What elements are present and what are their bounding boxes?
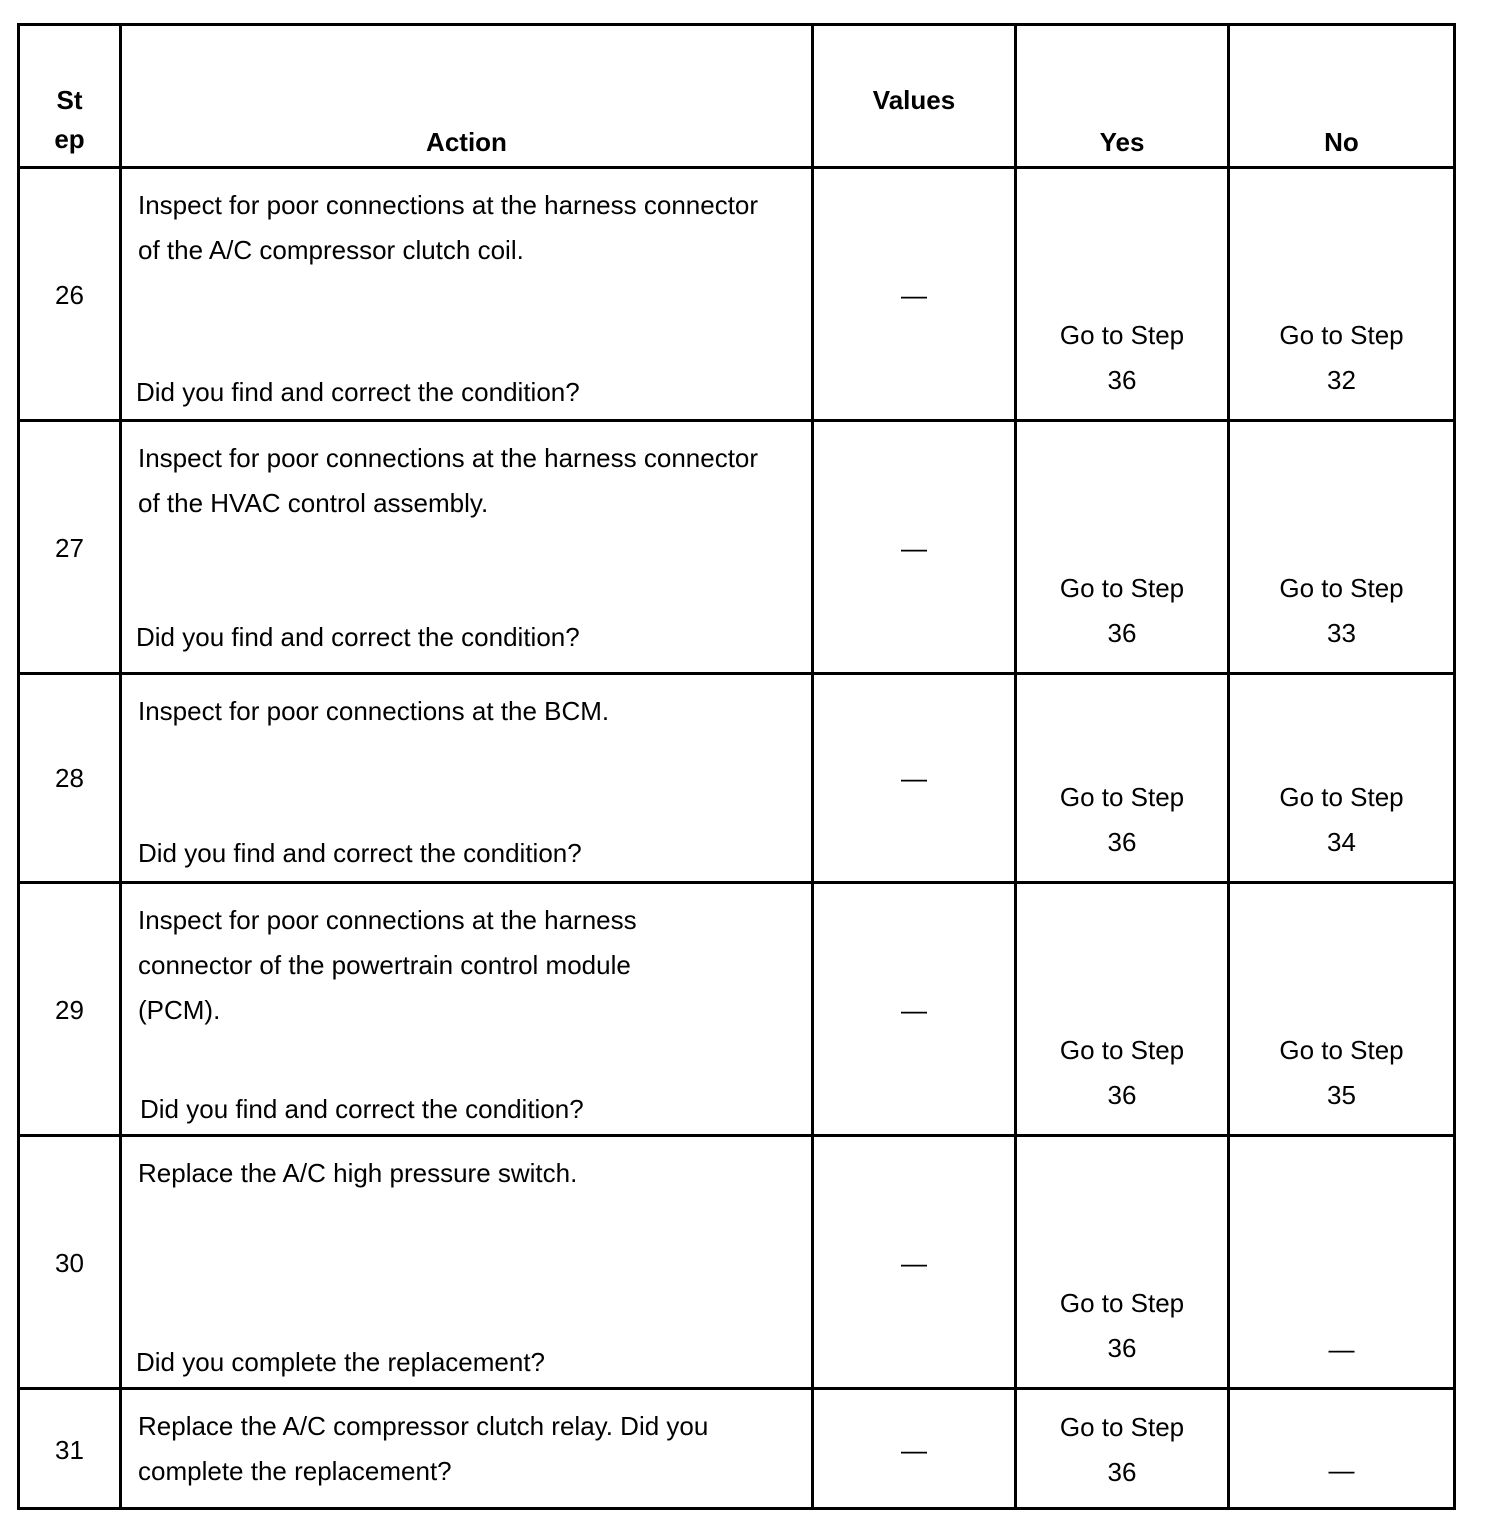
yes-goto-label: Go to Step (1059, 1412, 1185, 1442)
yes-cell (1016, 1136, 1229, 1389)
action-text: Inspect for poor connections at the BCM. (138, 696, 610, 726)
values-cell (813, 1136, 1016, 1389)
values-text: — (901, 1248, 927, 1278)
step-cell (19, 421, 121, 674)
table-row (19, 168, 1455, 421)
yes-goto-label: Go to Step (1059, 1288, 1185, 1318)
action-question: Did you complete the replacement? (136, 1347, 546, 1377)
step-number: 28 (55, 763, 84, 793)
action-text: Inspect for poor connections at the harness connector of the powertrain control module (PCM). (138, 905, 637, 1025)
yes-goto-step: 36 (1107, 827, 1137, 857)
header-yes (1016, 25, 1229, 168)
action-cell (121, 1389, 813, 1509)
header-step-line1: St (56, 85, 83, 115)
yes-goto-step: 36 (1107, 1457, 1137, 1487)
no-value: — (1328, 1455, 1355, 1485)
table-header-row (19, 25, 1455, 168)
yes-cell (1016, 168, 1229, 421)
action-cell (121, 883, 813, 1136)
values-text: — (901, 1435, 927, 1465)
header-no (1229, 25, 1455, 168)
step-cell (19, 1389, 121, 1509)
yes-cell (1016, 674, 1229, 883)
yes-goto-label: Go to Step (1059, 573, 1185, 603)
action-question: Did you find and correct the condition? (140, 1094, 584, 1124)
yes-cell (1016, 421, 1229, 674)
no-goto-label: Go to Step (1279, 573, 1404, 603)
no-cell (1229, 674, 1455, 883)
no-cell (1229, 883, 1455, 1136)
values-text: — (901, 995, 927, 1025)
no-cell (1229, 168, 1455, 421)
table-row (19, 1136, 1455, 1389)
table-row (19, 883, 1455, 1136)
header-step (19, 25, 121, 168)
step-number: 29 (55, 995, 84, 1025)
action-question: Did you find and correct the condition? (136, 622, 580, 652)
action-text: Inspect for poor connections at the harness connector of the A/C compressor clutch coil. (138, 190, 759, 265)
values-text: — (901, 280, 927, 310)
yes-goto-step: 36 (1107, 618, 1137, 648)
action-text: Replace the A/C high pressure switch. (138, 1158, 578, 1188)
no-value: — (1328, 1334, 1355, 1364)
step-number: 31 (55, 1435, 84, 1465)
values-cell (813, 674, 1016, 883)
yes-goto-label: Go to Step (1059, 320, 1185, 350)
yes-cell (1016, 1389, 1229, 1509)
header-values-label: Values (872, 85, 956, 115)
action-cell (121, 674, 813, 883)
action-cell (121, 1136, 813, 1389)
action-text: Replace the A/C compressor clutch relay. Did you complete the replacement? (138, 1411, 709, 1486)
yes-goto-step: 36 (1107, 1080, 1137, 1110)
diagnostic-table (17, 23, 1456, 1510)
header-no-label: No (1324, 127, 1359, 157)
no-goto-step: 35 (1327, 1080, 1356, 1110)
no-goto-step: 34 (1327, 827, 1356, 857)
action-cell (121, 168, 813, 421)
action-cell (121, 421, 813, 674)
header-yes-label: Yes (1099, 127, 1145, 157)
table-row (19, 1389, 1455, 1509)
values-text: — (901, 533, 927, 563)
header-action-label: Action (426, 127, 507, 157)
values-cell (813, 421, 1016, 674)
header-action (121, 25, 813, 168)
action-question: Did you find and correct the condition? (138, 838, 582, 868)
action-text: Inspect for poor connections at the harness connector of the HVAC control assembly. (138, 443, 759, 518)
no-goto-label: Go to Step (1279, 782, 1404, 812)
step-number: 30 (55, 1248, 84, 1278)
values-cell (813, 1389, 1016, 1509)
no-cell (1229, 1389, 1455, 1509)
no-cell (1229, 421, 1455, 674)
no-goto-step: 32 (1327, 365, 1356, 395)
yes-goto-label: Go to Step (1059, 782, 1185, 812)
step-cell (19, 168, 121, 421)
values-text: — (901, 763, 927, 793)
step-cell (19, 1136, 121, 1389)
yes-goto-label: Go to Step (1059, 1035, 1185, 1065)
yes-goto-step: 36 (1107, 1333, 1137, 1363)
header-values (813, 25, 1016, 168)
no-cell (1229, 1136, 1455, 1389)
step-cell (19, 883, 121, 1136)
action-question: Did you find and correct the condition? (136, 377, 580, 407)
yes-cell (1016, 883, 1229, 1136)
no-goto-step: 33 (1327, 618, 1356, 648)
table-row (19, 674, 1455, 883)
values-cell (813, 883, 1016, 1136)
table-row (19, 421, 1455, 674)
values-cell (813, 168, 1016, 421)
header-step-line2: ep (54, 124, 85, 154)
no-goto-label: Go to Step (1279, 320, 1404, 350)
yes-goto-step: 36 (1107, 365, 1137, 395)
step-number: 26 (55, 280, 84, 310)
no-goto-label: Go to Step (1279, 1035, 1404, 1065)
step-number: 27 (55, 533, 84, 563)
step-cell (19, 674, 121, 883)
